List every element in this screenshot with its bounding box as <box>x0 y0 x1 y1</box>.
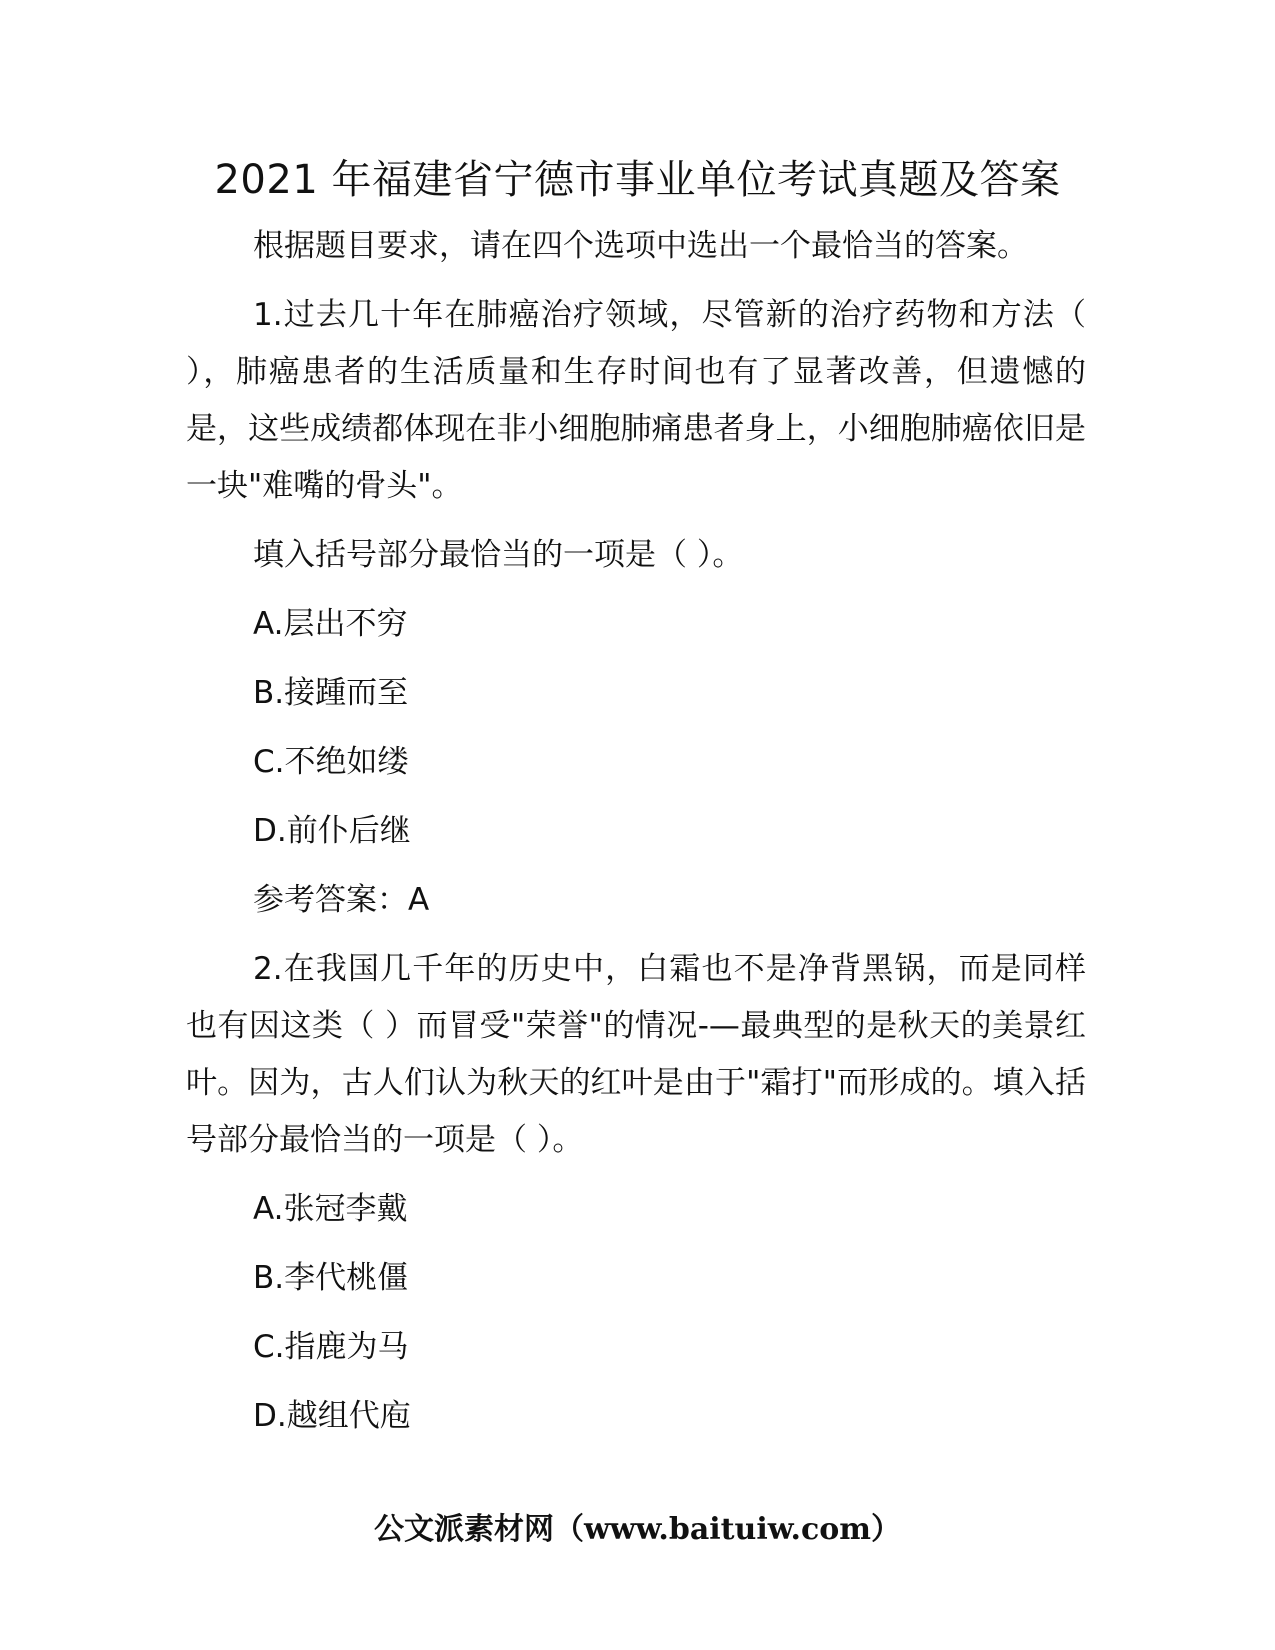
question-1-prompt: 填入括号部分最恰当的一项是（ ）。 <box>253 537 744 573</box>
question-1-option-a: A.层出不穷 <box>253 606 408 642</box>
question-1-answer: 参考答案：A <box>253 882 430 918</box>
document-title: 2021 年福建省宁德市事业单位考试真题及答案 <box>214 157 1061 203</box>
question-1-stem: 1.过去几十年在肺癌治疗领域，尽管新的治疗药物和方法（ ），肺癌患者的生活质量和生存时间也有了显著改善，但遗憾的是，这些成绩都体现在非小细胞肺痛患者身上，小细胞肺癌依旧是一块"难嘴的骨头"。 <box>186 297 1086 504</box>
question-2-stem: 2.在我国几千年的历史中，白霜也不是净背黑锅，而是同样也有因这类（ ）而冒受"荣誉"的情况-—最典型的是秋天的美景红叶。因为，古人们认为秋天的红叶是由于"霜打"而形成的。填入括号部分最恰当的一项是（ ）。 <box>186 951 1086 1158</box>
question-2-option-a: A.张冠李戴 <box>253 1191 408 1227</box>
question-2-option-d: D.越组代庖 <box>253 1398 411 1434</box>
question-1-option-c: C.不绝如缕 <box>253 744 409 780</box>
question-2-option-b: B.李代桃僵 <box>253 1260 409 1296</box>
footer-watermark: 公文派素材网（www.baituiw.com） <box>373 1512 902 1547</box>
document-body <box>186 218 1086 1445</box>
question-1-option-d: D.前仆后继 <box>253 813 411 849</box>
instruction-text: 根据题目要求，请在四个选项中选出一个最恰当的答案。 <box>253 228 1028 264</box>
question-1-option-b: B.接踵而至 <box>253 675 409 711</box>
question-2-option-c: C.指鹿为马 <box>253 1329 409 1365</box>
